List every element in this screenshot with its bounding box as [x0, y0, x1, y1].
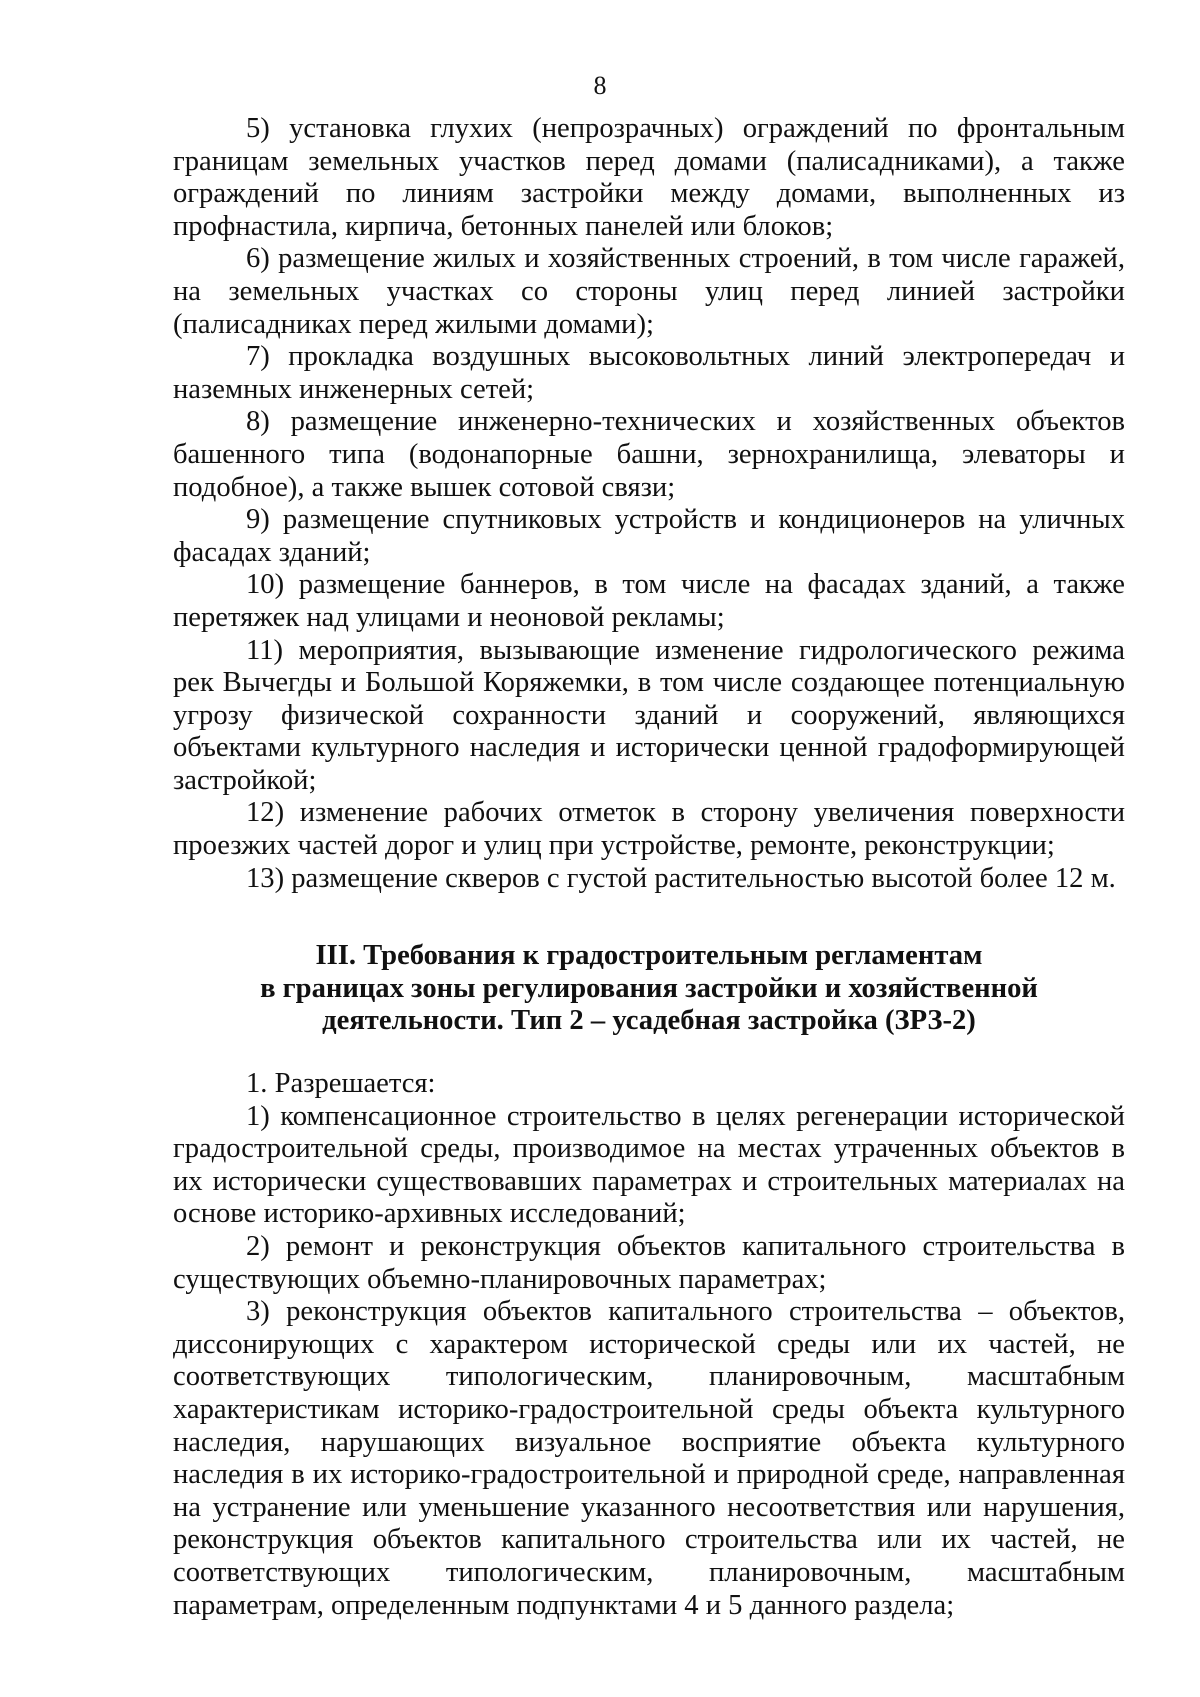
- page-number: 8: [593, 71, 607, 100]
- heading-spacer: [173, 1038, 1125, 1068]
- section-heading: [173, 940, 1125, 1038]
- list-item-prohibition-13: 13) размещение скверов с густой растительностью высотой более 12 м.: [246, 862, 1116, 894]
- section-heading-line-1: III. Требования к градостроительным регламентам: [315, 940, 983, 972]
- list-item-permitted-1: 1) компенсационное строительство в целях регенерации исторической градостроительной среды, производимое на местах утраченных объектов в их исторически существовавших параметрах и строительных материалах на основе историко-архивных исследований;: [173, 1100, 1125, 1230]
- list-item-permitted-3: 3) реконструкция объектов капитального строительства – объектов, диссонирующих с характером исторической среды или их частей, не соответствующих типологическим, планировочным, масштабным характеристикам историко-градостроительной среды объекта культурного наследия, нарушающих визуальное восприятие объекта культурного наследия в их историко-градостроительной и природной среде, направленная на устранение или уменьшение указанного несоответствия или нарушения, реконструкция объектов капитального строительства или их частей, не соответствующих типологическим, планировочным, масштабным параметрам, определенным подпунктами 4 и 5 данного раздела;: [173, 1296, 1125, 1621]
- list-item-prohibition-6: 6) размещение жилых и хозяйственных строений, в том числе гаражей, на земельных участках со стороны улиц перед линией застройки (палисадниках перед жилыми домами);: [173, 243, 1125, 340]
- list-item-prohibition-12: 12) изменение рабочих отметок в сторону увеличения поверхности проезжих частей дорог и улиц при устройстве, ремонте, реконструкции;: [173, 797, 1125, 862]
- permitted-intro: 1. Разрешается:: [246, 1068, 436, 1100]
- list-item-prohibition-11: 11) мероприятия, вызывающие изменение гидрологического режима рек Вычегды и Большой Коряжемки, в том числе создающее потенциальную угрозу физической сохранности зданий и сооружений, являющихся объектами культурного наследия и исторически ценной градоформирующей застройкой;: [173, 634, 1125, 796]
- list-item-prohibition-5: 5) установка глухих (непрозрачных) ограждений по фронтальным границам земельных участков перед домами (палисадниками), а также ограждений по линиям застройки между домами, выполненных из профнастила, кирпича, бетонных панелей или блоков;: [173, 113, 1125, 242]
- list-item-prohibition-9: 9) размещение спутниковых устройств и кондиционеров на уличных фасадах зданий;: [173, 504, 1125, 568]
- list-item-prohibition-10: 10) размещение баннеров, в том числе на фасадах зданий, а также перетяжек над улицами и неоновой рекламы;: [173, 569, 1125, 633]
- list-item-prohibition-7: 7) прокладка воздушных высоковольтных линий электропередач и наземных инженерных сетей;: [173, 341, 1125, 405]
- section-heading-line-2: в границах зоны регулирования застройки и хозяйственной: [260, 972, 1038, 1004]
- document-body: [173, 113, 1125, 1622]
- list-item-prohibition-8: 8) размещение инженерно-технических и хозяйственных объектов башенного типа (водонапорные башни, зернохранилища, элеваторы и подобное), а также вышек сотовой связи;: [173, 406, 1125, 503]
- list-item-permitted-2: 2) ремонт и реконструкция объектов капитального строительства в существующих объемно-планировочных параметрах;: [173, 1231, 1125, 1295]
- section-heading-line-3: деятельности. Тип 2 – усадебная застройка (ЗРЗ-2): [322, 1005, 976, 1037]
